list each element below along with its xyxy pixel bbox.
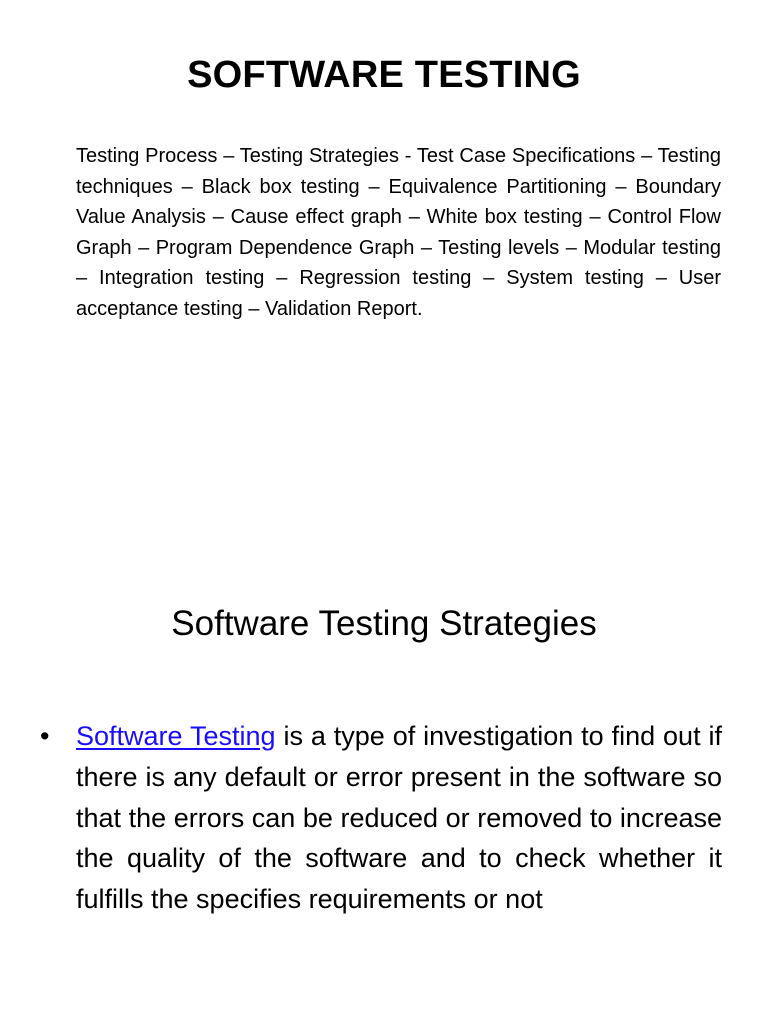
- topics-paragraph: Testing Process – Testing Strategies - Test Case Specifications – Testing techniques – Black box testing – Equivalence Partitioning – Boundary Value Analysis – Cause effect graph – White box testing – Control Flow Graph – Program Dependence Graph – Testing levels – Modular testing – Integration testing – Regression testing – System testing – User acceptance testing – Validation Report.: [76, 145, 721, 320]
- software-testing-link[interactable]: Software Testing: [76, 721, 276, 751]
- bullet-marker: •: [40, 721, 50, 751]
- section-heading: Software Testing Strategies: [171, 604, 597, 643]
- bullet-text: is a type of investigation to find out if there is any default or error present in the software so that the errors can be reduced or removed to increase the quality of the software and to check whether it fulfills the specifies requirements or not: [76, 721, 722, 915]
- slide-title: SOFTWARE TESTING: [187, 54, 581, 96]
- bullet-item: [40, 716, 722, 920]
- bullet-list: [40, 716, 722, 920]
